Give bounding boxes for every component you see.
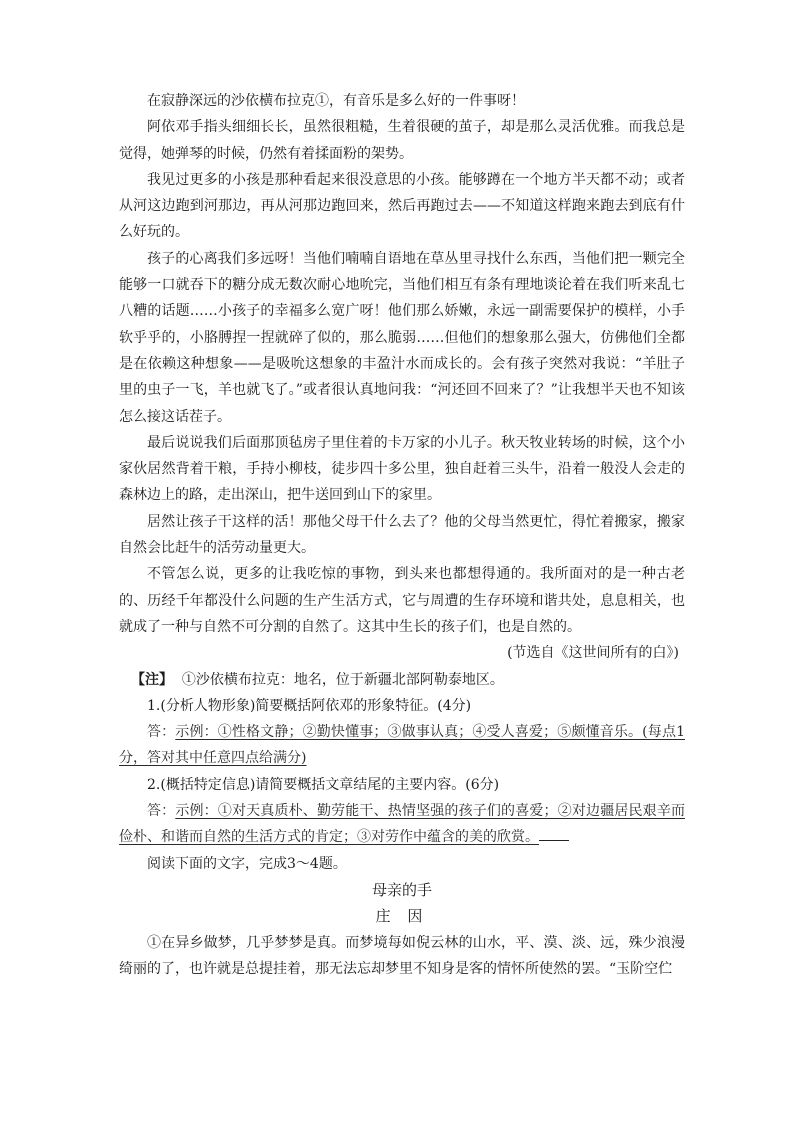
source-citation: (节选自《这世间所有的白》): [507, 645, 679, 662]
article-author: 庄 因: [375, 907, 429, 926]
paragraph: 我见过更多的小孩是那种看起来很没意思的小孩。能够蹲在一个地方半天都不动；或者从河这边跑到河那边，再从河那边跑回来，然后再跑过去——不知道这样跑来跑去到底有什么好玩的。: [119, 171, 685, 241]
paragraph: 孩子的心离我们多远呀！当他们喃喃自语地在草丛里寻找什么东西，当他们把一颗完全能够一口就吞下的糖分成无数次耐心地吮完，当他们相互有条有理地谈论着在我们听来乱七八糟的话题……小孩子的幸福多么宽广呀！他们那么娇嫩，永远一副需要保护的模样，小手软乎乎的，小胳膊捏一捏就碎了似的，那么脆弱……但他们的想象那么强大，仿佛他们全都是在依赖这种想象——是吸吮这想象的丰盈汁水而成长的。会有孩子突然对我说：“羊肚子里的虫子一飞，羊也就飞了。”或者很认真地问我：“河还回不回来了？”让我想半天也不知该怎么接这话茬子。: [119, 250, 685, 425]
footnote-label: 【注】: [131, 671, 173, 688]
paragraph: 在寂静深远的沙依横布拉克①，有音乐是多么好的一件事呀！: [147, 93, 525, 109]
article-title: 母亲的手: [371, 880, 432, 899]
footnote: [119, 667, 685, 693]
answer-text: 示例：①对天真质朴、勤劳能干、热情坚强的孩子们的喜爱；②对边疆居民艰辛而俭朴、和谐而自然的生活方式的肯定；③对劳作中蕴含的美的欣赏。: [119, 803, 686, 846]
answer-1: [119, 719, 685, 772]
answer-text: 示例：①性格文静；②勤快懂事；③做事认真；④受人喜爱；⑤颇懂音乐。(每点1分，答对其中任意四点给满分): [119, 724, 685, 767]
answer-label: 答：: [147, 724, 176, 741]
question-1: 1.(分析人物形象)简要概括阿依邓的形象特征。(4分): [147, 697, 472, 714]
paragraph: 不管怎么说，更多的让我吃惊的事物，到头来也都想得通的。我所面对的是一种古老的、历经千年都没什么问题的生产生活方式，它与周遭的生存环境和谐共处，息息相关，也就成了一种与自然不可分割的自然了。这其中生长的孩子们，也是自然的。: [119, 566, 685, 635]
paragraph: 居然让孩子干这样的活！那他父母干什么去了？他的父母当然更忙，得忙着搬家，搬家自然会比赶牛的活劳动量更大。: [119, 513, 685, 557]
answer-2: [119, 798, 685, 851]
answer-underline-tail: [539, 826, 569, 841]
paragraph: 阿依邓手指头细细长长，虽然很粗糙，生着很硬的茧子，却是那么灵活优雅。而我总是觉得，她弹琴的时候，仍然有着揉面粉的架势。: [119, 119, 685, 162]
document-body: [119, 88, 685, 982]
answer-label: 答：: [147, 803, 176, 820]
paragraph: 最后说说我们后面那顶毡房子里住着的卡万家的小儿子。秋天牧业转场的时候，这个小家伙居然背着干粮，手持小柳枝，徒步四十多公里，独自赶着三头牛，沿着一般没人会走的森林边上的路，走出深山，把牛送回到山下的家里。: [119, 434, 685, 504]
question-2: 2.(概括特定信息)请简要概括文章结尾的主要内容。(6分): [147, 776, 500, 793]
reading-instruction: 阅读下面的文字，完成3～4题。: [147, 855, 347, 872]
footnote-text: ①沙依横布拉克：地名，位于新疆北部阿勒泰地区。: [181, 671, 504, 688]
paragraph: ①在异乡做梦，几乎梦梦是真。而梦境每如倪云林的山水，平、漠、淡、远，殊少浪漫绮丽的了，也许就是总提挂着，那无法忘却梦里不知身是客的情怀所使然的罢。“玉阶空伫: [119, 934, 685, 977]
